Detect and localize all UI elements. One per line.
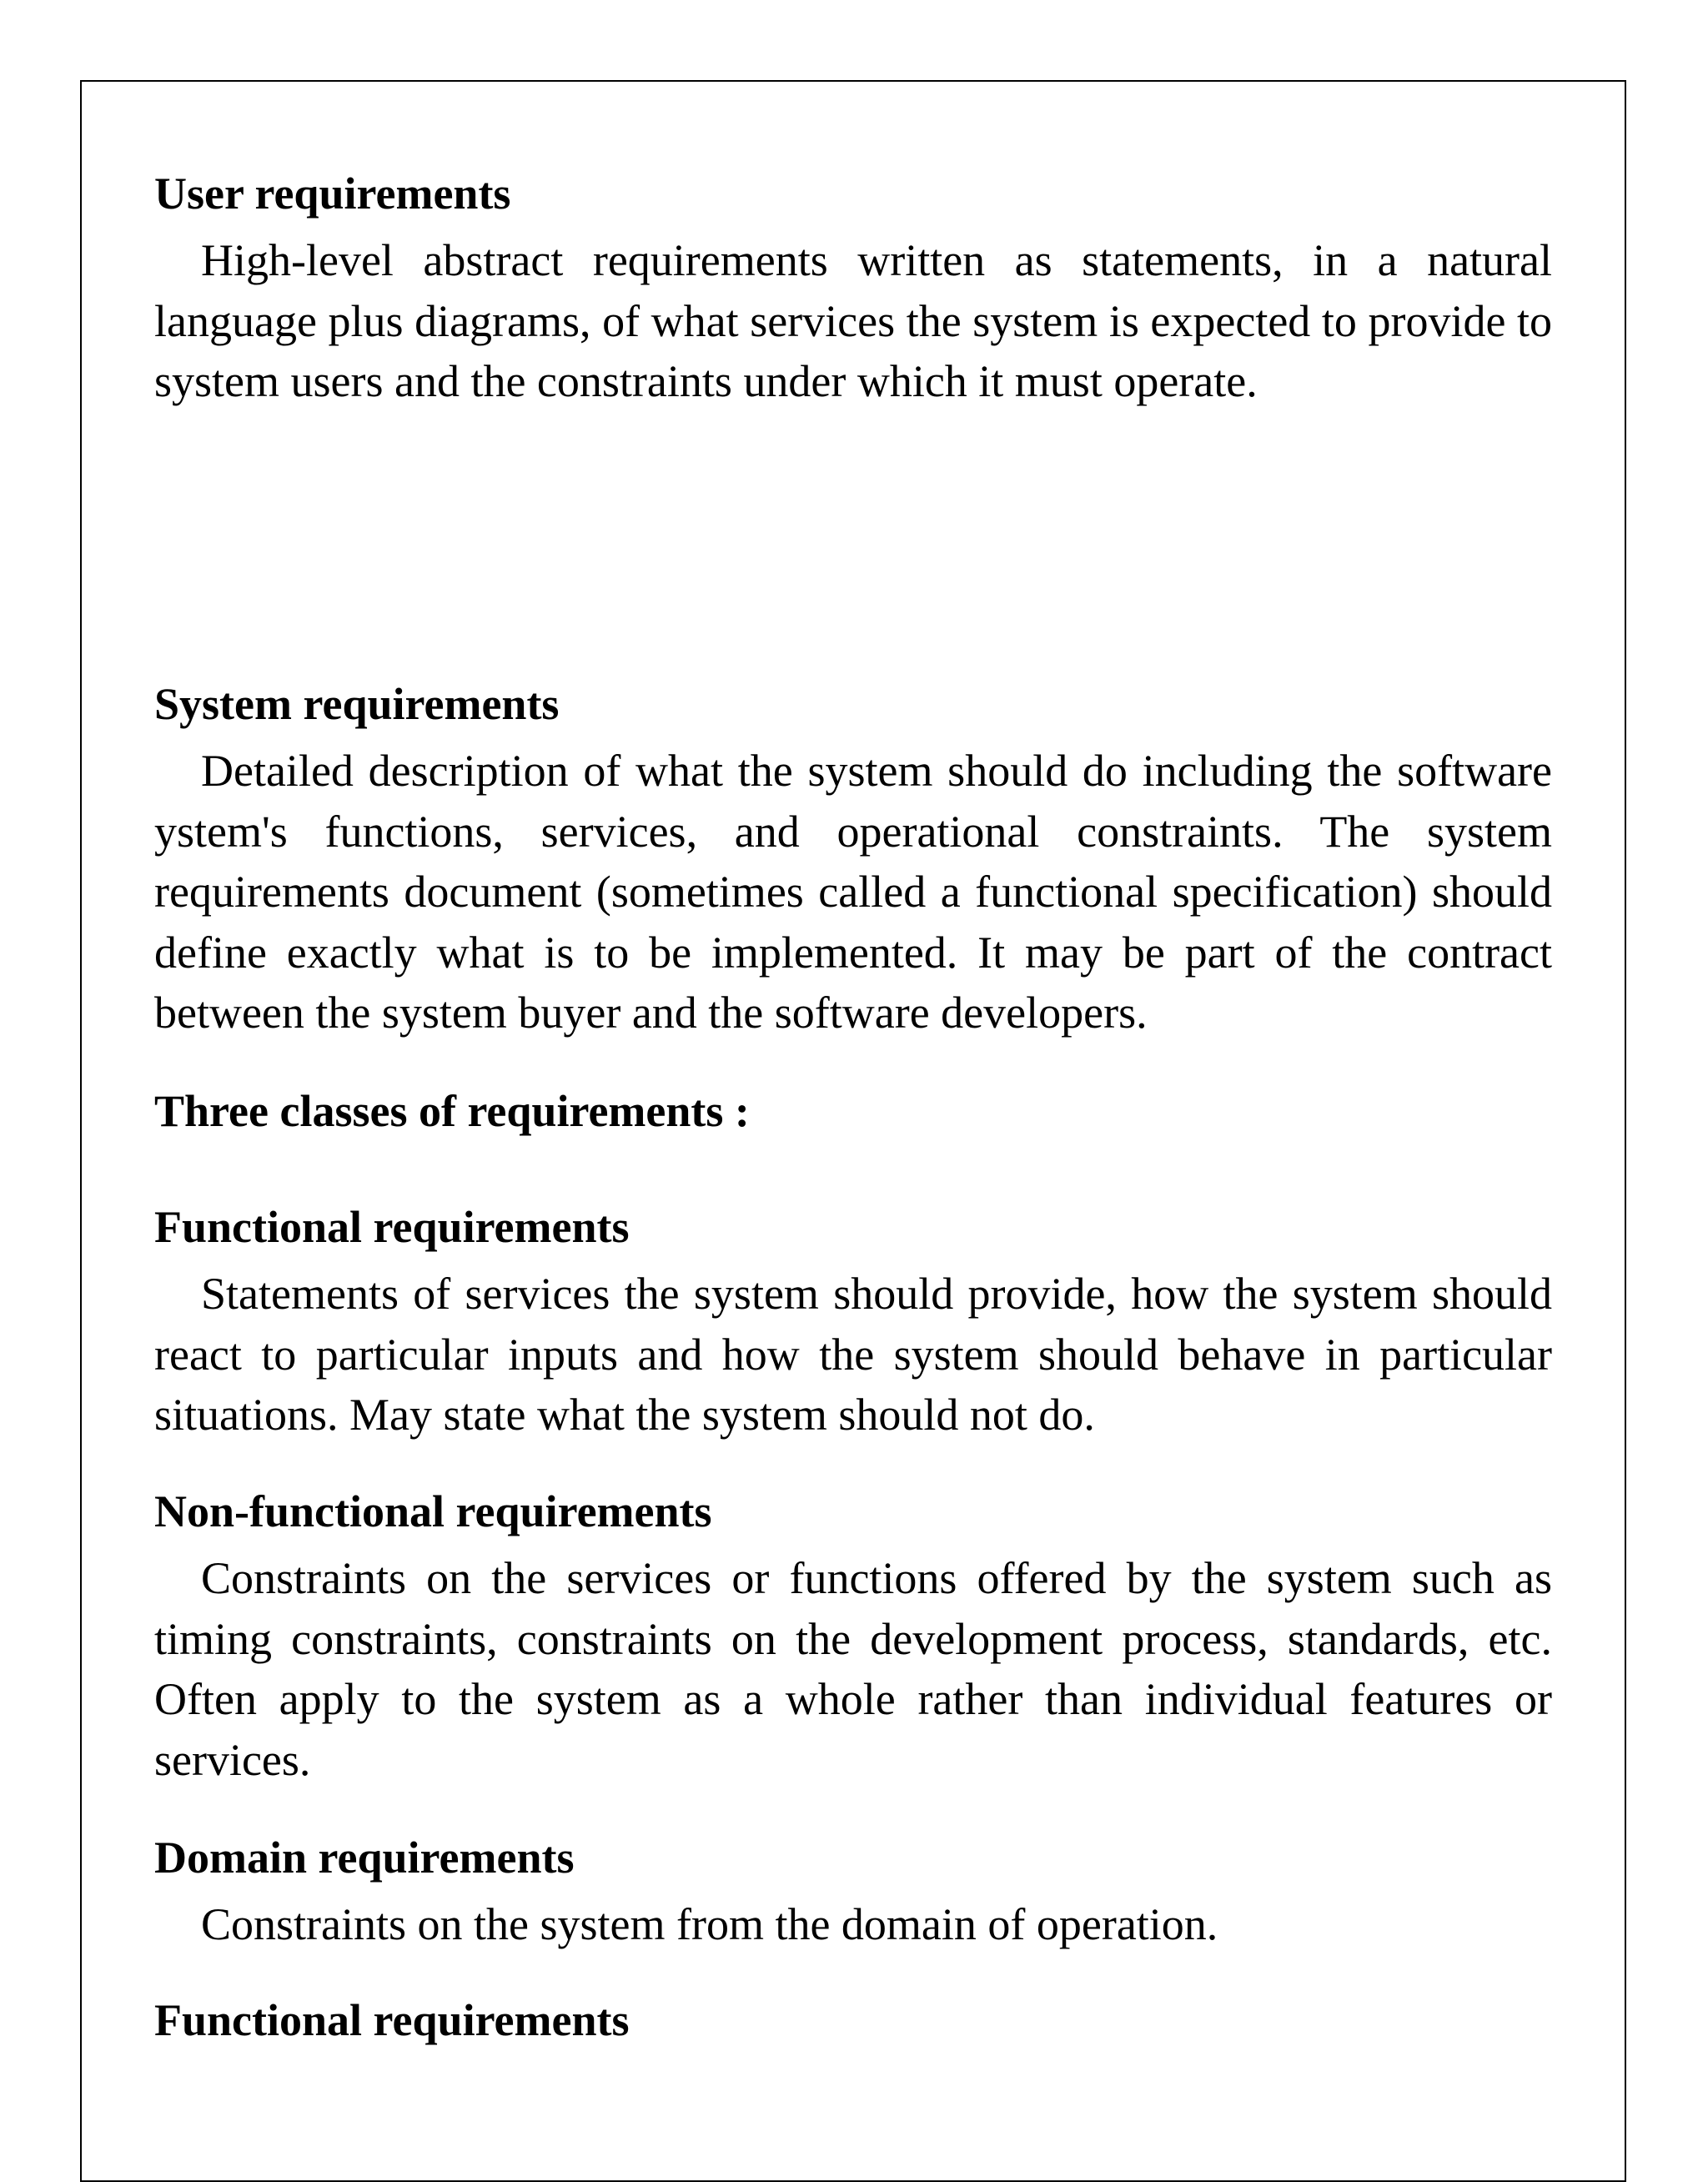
non-functional-requirements-text: Constraints on the services or functions offered by the system such as timing constraints, constraints on the development process, standards, etc. Often apply to the system as a whole rather than individual features or services. [154,1553,1552,1785]
system-requirements-text: Detailed description of what the system should do including the software ystem's functions, services, and operational constraints. The system requirements document (sometimes called a functional specification) should define exactly what is to be implemented. It may be part of the contract between the system buyer and the software developers. [154,746,1552,1038]
user-requirements-text: High-level abstract requirements written as statements, in a natural language plus diagrams, of what services the system is expected to provide to system users and the constraints under which it must operate. [154,235,1552,406]
system-requirements-heading: System requirements [154,679,560,729]
user-requirements-heading: User requirements [154,168,511,219]
functional-requirements-text: Statements of services the system should provide, how the system should react to particular inputs and how the system should behave in particular situations. May state what the system should not do. [154,1269,1552,1440]
three-classes-heading: Three classes of requirements : [154,1086,750,1136]
functional-requirements-heading-2: Functional requirements [154,1995,630,2045]
non-functional-requirements-heading: Non-functional requirements [154,1486,712,1536]
domain-requirements-text: Constraints on the system from the domain of operation. [201,1899,1218,1949]
domain-requirements-heading: Domain requirements [154,1833,575,1883]
functional-requirements-heading: Functional requirements [154,1202,630,1252]
